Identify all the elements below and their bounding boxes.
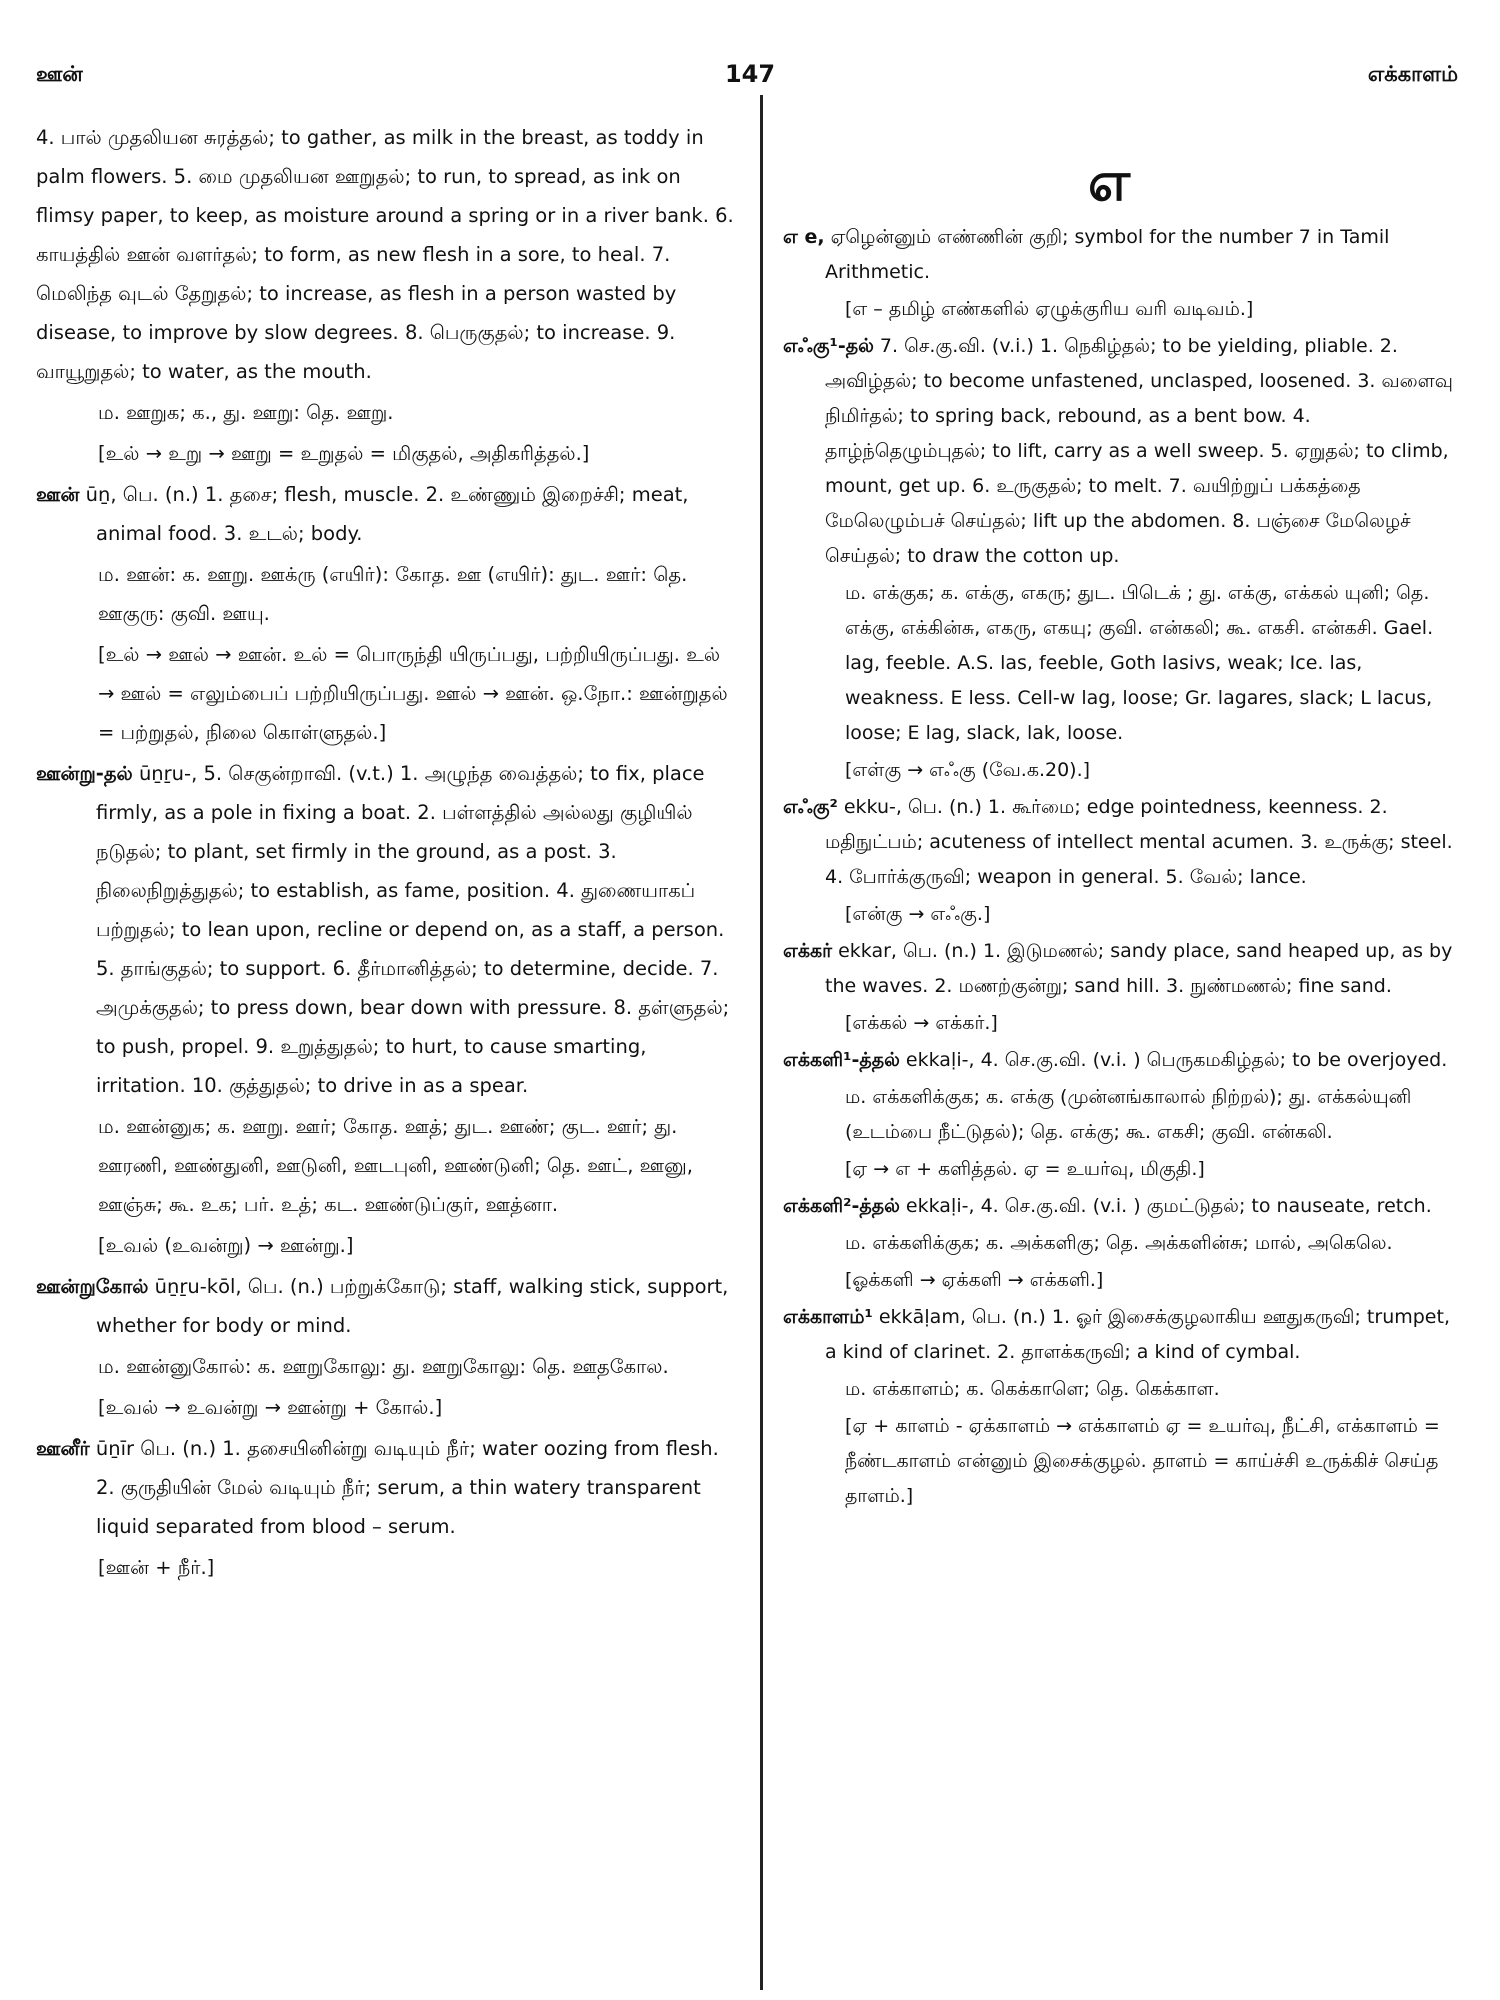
cognates-line: ம. ஊன்னுகோல்: க. ஊறுகோலு: து. ஊறுகோலு: தெ. ஊதகோல. bbox=[98, 1355, 669, 1378]
entry-definition: ūṉṟu-kōl, பெ. (n.) பற்றுக்கோடு; staff, walking stick, support, whether for body or mind. bbox=[96, 1275, 729, 1337]
headword: ஊன் bbox=[36, 483, 80, 506]
headword: எஃகு¹-தல் bbox=[783, 335, 874, 357]
cognates-line: ம. ஊன்னுக; க. ஊறு. ஊர்; கோத. ஊத்; துட. ஊண்; குட. ஊர்; து. ஊரணி, ஊண்துனி, ஊடுனி, ஊடபுனி, ஊண்டுனி; தெ. ஊட், ஊனு, ஊஞ்சு; கூ. உக; பர். உத்; கட. ஊண்டுப்குர், ஊத்னா. bbox=[98, 1115, 693, 1216]
entry-definition: ekkāḷam, பெ. (n.) 1. ஓர் இசைக்குழலாகிய ஊதுகருவி; trumpet, a kind of clarinet. 2. தாளக்கருவி; a kind of cymbal. bbox=[825, 1306, 1450, 1363]
dictionary-entry bbox=[36, 1429, 741, 1546]
column-divider bbox=[760, 95, 763, 1990]
cognates-line: ம. எக்களிக்குக; க. அக்களிகு; தெ. அக்களின்சு; மால், அகெலெ. bbox=[845, 1232, 1393, 1254]
headword: எ e, bbox=[783, 226, 825, 248]
section-letter: எ bbox=[1088, 150, 1131, 213]
right-column bbox=[783, 220, 1463, 1514]
etymology-note: [ஊன் + நீர்.] bbox=[98, 1556, 215, 1579]
left-column bbox=[36, 118, 741, 1587]
cognates-line: ம. எக்காளம்; க. கெக்காளெ; தெ. கெக்காள. bbox=[845, 1378, 1220, 1400]
entry-definition: ஏழென்னும் எண்ணின் குறி; symbol for the number 7 in Tamil Arithmetic. bbox=[824, 226, 1390, 283]
headword: எக்களி²-த்தல் bbox=[783, 1195, 900, 1217]
etymology-note: [என்கு → எஃகு.] bbox=[845, 903, 991, 925]
headword: ஊன்றுகோல் bbox=[36, 1275, 149, 1298]
etymology-note: [எள்கு → எஃகு (வே.க.20).] bbox=[845, 759, 1091, 781]
etymology-note: [உவல் (உவன்று) → ஊன்று.] bbox=[98, 1234, 354, 1257]
headword: எஃகு² bbox=[783, 796, 838, 818]
entry-definition: ūṉ, பெ. (n.) 1. தசை; flesh, muscle. 2. உண்ணும் இறைச்சி; meat, animal food. 3. உடல்; body. bbox=[79, 483, 689, 545]
dictionary-entry bbox=[783, 934, 1463, 1004]
etymology-note: [ஓக்களி → ஏக்களி → எக்களி.] bbox=[845, 1269, 1104, 1291]
dictionary-entry bbox=[783, 329, 1463, 574]
continued-text: 4. பால் முதலியன சுரத்தல்; to gather, as milk in the breast, as toddy in palm flowers. 5. மை முதலியன ஊறுதல்; to run, to spread, as ink on flimsy paper, to keep, as moisture around a spring or in a river bank. 6. காயத்தில் ஊன் வளர்தல்; to form, as new flesh in a sore, to heal. 7. மெலிந்த வுடல் தேறுதல்; to increase, as flesh in a person wasted by disease, to improve by slow degrees. 8. பெருகுதல்; to increase. 9. வாயூறுதல்; to water, as the mouth. bbox=[36, 126, 734, 383]
entry-definition: ūṉṟu-, 5. செகுன்றாவி. (v.t.) 1. அழுந்த வைத்தல்; to fix, place firmly, as a pole in fixing a boat. 2. பள்ளத்தில் அல்லது குழியில் நடுதல்; to plant, set firmly in the ground, as a post. 3. நிலைநிறுத்துதல்; to establish, as fame, position. 4. துணையாகப் பற்றுதல்; to lean upon, recline or depend on, as a staff, a person. 5. தாங்குதல்; to support. 6. தீர்மானித்தல்; to determine, decide. 7. அமுக்குதல்; to press down, bear down with pressure. 8. தள்ளுதல்; to push, propel. 9. உறுத்துதல்; to hurt, to cause smarting, irritation. 10. குத்துதல்; to drive in as a spear. bbox=[96, 762, 730, 1097]
dictionary-entry bbox=[36, 1267, 741, 1345]
headword: ஊன்று-தல் bbox=[36, 762, 133, 785]
headword: எக்கர் bbox=[783, 940, 833, 962]
etymology-note: [உவல் → உவன்று → ஊன்று + கோல்.] bbox=[98, 1396, 443, 1419]
entry-definition: ekkaḷi-, 4. செ.கு.வி. (v.i. ) குமட்டுதல்; to nauseate, retch. bbox=[899, 1195, 1432, 1217]
etymology-note: [ஏ + காளம் - ஏக்காளம் → எக்காளம் ஏ = உயர்வு, நீட்சி, எக்காளம் = நீண்டகாளம் என்னும் இசைக்குழல். தாளம் = காய்ச்சி உருக்கிச் செய்த தாளம்.] bbox=[845, 1415, 1440, 1507]
dictionary-entry bbox=[783, 790, 1463, 895]
dictionary-entry bbox=[36, 475, 741, 553]
headword: எக்களி¹-த்தல் bbox=[783, 1049, 900, 1071]
etymology-note: [உல் → ஊல் → ஊன். உல் = பொருந்தி யிருப்பது, பற்றியிருப்பது. உல் → ஊல் = எலும்பைப் பற்றியிருப்பது. ஊல் → ஊன். ஒ.நோ.: ஊன்றுதல் = பற்றுதல், நிலை கொள்ளுதல்.] bbox=[98, 643, 728, 744]
entry-definition: 7. செ.கு.வி. (v.i.) 1. நெகிழ்தல்; to be yielding, pliable. 2. அவிழ்தல்; to become unfastened, unclasped, loosened. 3. வளைவு நிமிர்தல்; to spring back, rebound, as a bent bow. 4. தாழ்ந்தெழும்புதல்; to lift, carry as a well sweep. 5. ஏறுதல்; to climb, mount, get up. 6. உருகுதல்; to melt. 7. வயிற்றுப் பக்கத்தை மேலெழும்பச் செய்தல்; lift up the abdomen. 8. பஞ்சை மேலெழச் செய்தல்; to draw the cotton up. bbox=[825, 335, 1453, 567]
headword: ஊனீர் bbox=[36, 1437, 90, 1460]
etymology-note: [ஏ → எ + களித்தல். ஏ = உயர்வு, மிகுதி.] bbox=[845, 1158, 1205, 1180]
entry-definition: ekkaḷi-, 4. செ.கு.வி. (v.i. ) பெருகமகிழ்தல்; to be overjoyed. bbox=[899, 1049, 1448, 1071]
etymology-note: [எக்கல் → எக்கர்.] bbox=[845, 1012, 998, 1034]
dictionary-entry bbox=[36, 754, 741, 1105]
etymology-note: [உல் → உறு → ஊறு = உறுதல் = மிகுதல், அதிகரித்தல்.] bbox=[98, 442, 590, 465]
cognates-line: ம. எக்குக; க. எக்கு, எகரு; துட. பிடெக் ; து. எக்கு, எக்கல் யுனி; தெ. எக்கு, எக்கின்சு, எகரு, எகயு; குவி. என்கலி; கூ. எகசி. என்கசி. Gael. lag, feeble. A.S. las, feeble, Goth lasivs, weak; Ice. las, weakness. E less. Cell-w lag, loose; Gr. lagares, slack; L lacus, loose; E lag, slack, lak, loose. bbox=[845, 582, 1434, 744]
page-number: 147 bbox=[724, 60, 776, 88]
cognates-line: ம. எக்களிக்குக; க. எக்கு (முன்னங்காலால் நிற்றல்); து. எக்கல்யுனி (உடம்பை நீட்டுதல்); தெ. எக்கு; கூ. எகசி; குவி. என்கலி. bbox=[845, 1086, 1412, 1143]
entry-definition: ekkar, பெ. (n.) 1. இடுமணல்; sandy place, sand heaped up, as by the waves. 2. மணற்குன்று; sand hill. 3. நுண்மணல்; fine sand. bbox=[825, 940, 1453, 997]
entry-definition: ekku-, பெ. (n.) 1. கூர்மை; edge pointedness, keenness. 2. மதிநுட்பம்; acuteness of intellect mental acumen. 3. உருக்கு; steel. 4. போர்க்குருவி; weapon in general. 5. வேல்; lance. bbox=[825, 796, 1453, 888]
dictionary-entry bbox=[783, 1300, 1463, 1370]
running-head-left: ஊன் bbox=[36, 62, 83, 86]
running-head-right: எக்காளம் bbox=[1367, 62, 1458, 86]
cognates-line: ம. ஊறுக; க., து. ஊறு: தெ. ஊறு. bbox=[98, 401, 394, 424]
dictionary-entry bbox=[783, 1043, 1463, 1078]
headword: எக்காளம்¹ bbox=[783, 1306, 873, 1328]
entry-definition: ūṉīr பெ. (n.) 1. தசையினின்று வடியும் நீர்; water oozing from flesh. 2. குருதியின் மேல் வடியும் நீர்; serum, a thin watery transparent liquid separated from blood – serum. bbox=[89, 1437, 719, 1538]
dictionary-entry bbox=[783, 220, 1463, 290]
cognates-line: ம. ஊன்: க. ஊறு. ஊக்ரு (எயிர்): கோத. ஊ (எயிர்): துட. ஊர்: தெ. ஊகுரு: குவி. ஊயு. bbox=[98, 563, 688, 625]
etymology-note: [எ – தமிழ் எண்களில் ஏழுக்குரிய வரி வடிவம்.] bbox=[845, 298, 1254, 320]
dictionary-entry bbox=[783, 1189, 1463, 1224]
